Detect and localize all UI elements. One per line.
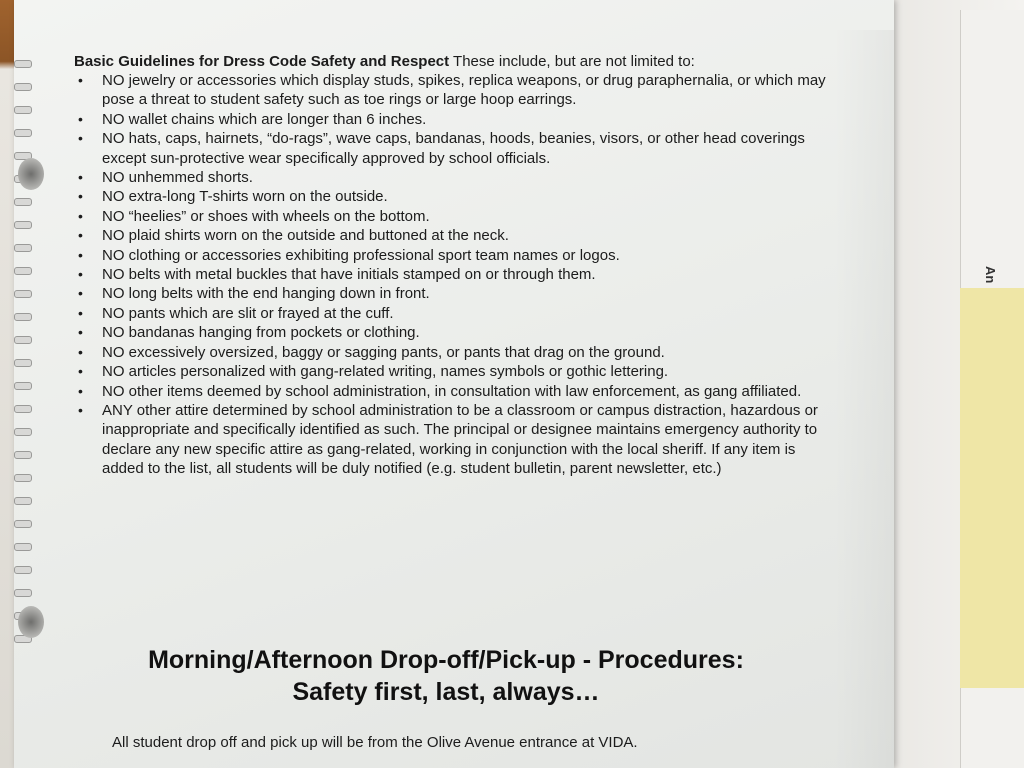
binder-ring <box>14 428 32 436</box>
binder-hole-bottom <box>18 606 44 638</box>
guideline-text: NO long belts with the end hanging down in front. <box>102 285 430 303</box>
guideline-text: ANY other attire determined by school administration to be a classroom or campus distraction, hazardous or inappropriate and specifically identified as such. The principal or designee maintains emergency authority to declare any new specific attire as gang-related, working in conjunction with the local sheriff. If any item is added to the list, all students will be duly notified (e.g. student bulletin, parent newsletter, etc.) <box>102 401 818 478</box>
guideline-item <box>78 382 834 401</box>
guideline-item <box>78 265 834 284</box>
binder-ring <box>14 267 32 275</box>
binder-ring <box>14 129 32 137</box>
side-tab-text: An <box>983 266 998 284</box>
bullet-icon: • <box>78 382 83 399</box>
bullet-icon: • <box>78 343 83 360</box>
guideline-text: NO belts with metal buckles that have initials stamped on or through them. <box>102 266 596 284</box>
binder-rings <box>14 60 34 660</box>
bullet-icon: • <box>78 363 83 380</box>
binder-ring <box>14 60 32 68</box>
guidelines-header <box>74 52 834 71</box>
procedures-heading <box>76 644 816 708</box>
bullet-icon: • <box>78 169 83 186</box>
guideline-text: NO wallet chains which are longer than 6 inches. <box>102 110 427 128</box>
guideline-item <box>78 401 834 479</box>
bullet-icon: • <box>78 266 83 283</box>
guideline-item <box>78 362 834 381</box>
guideline-text: NO plaid shirts worn on the outside and buttoned at the neck. <box>102 227 509 245</box>
guideline-text: NO “heelies” or shoes with wheels on the bottom. <box>102 207 430 225</box>
binder-ring <box>14 106 32 114</box>
bullet-icon: • <box>78 110 83 127</box>
bullet-icon: • <box>78 324 83 341</box>
guideline-text: NO bandanas hanging from pockets or clothing. <box>102 324 420 342</box>
guideline-item <box>78 71 834 110</box>
guideline-text: NO hats, caps, hairnets, “do-rags”, wave caps, bandanas, hoods, beanies, visors, or other head coverings except sun-protective wear specifically approved by school officials. <box>102 130 805 167</box>
guideline-item <box>78 226 834 245</box>
guideline-text: NO extra-long T-shirts worn on the outside. <box>102 188 388 206</box>
guidelines-list <box>74 71 834 479</box>
guideline-text: NO unhemmed shorts. <box>102 169 253 187</box>
procedures-heading-line1: Morning/Afternoon Drop-off/Pick-up - Procedures: <box>148 646 744 674</box>
bullet-icon: • <box>78 285 83 302</box>
binder-ring <box>14 589 32 597</box>
page-shadow <box>834 30 894 768</box>
guideline-text: NO jewelry or accessories which display studs, spikes, replica weapons, or drug paraphernalia, or which may pose a threat to student safety such as toe rings or large hoop earrings. <box>102 72 826 109</box>
binder-ring <box>14 313 32 321</box>
procedures-heading-line2: Safety first, last, always… <box>292 678 600 706</box>
guideline-item <box>78 207 834 226</box>
guideline-text: NO excessively oversized, baggy or sagging pants, or pants that drag on the ground. <box>102 343 665 361</box>
guideline-item <box>78 246 834 265</box>
guideline-item <box>78 284 834 303</box>
guidelines-section <box>74 52 834 479</box>
guideline-text: NO pants which are slit or frayed at the cuff. <box>102 304 394 322</box>
bullet-icon: • <box>78 401 83 418</box>
binder-ring <box>14 382 32 390</box>
guideline-item <box>78 110 834 129</box>
bullet-icon: • <box>78 227 83 244</box>
binder-ring <box>14 451 32 459</box>
binder-ring <box>14 543 32 551</box>
bullet-icon: • <box>78 207 83 224</box>
guidelines-intro: These include, but are not limited to: <box>453 53 695 70</box>
guideline-item <box>78 304 834 323</box>
binder-ring <box>14 290 32 298</box>
binder-ring <box>14 405 32 413</box>
binder-ring <box>14 221 32 229</box>
bullet-icon: • <box>78 130 83 147</box>
guideline-item <box>78 129 834 168</box>
guideline-item <box>78 168 834 187</box>
guideline-item <box>78 187 834 206</box>
bullet-icon: • <box>78 188 83 205</box>
bullet-icon: • <box>78 72 83 88</box>
binder-ring <box>14 359 32 367</box>
guideline-item <box>78 343 834 362</box>
dropoff-paragraph: All student drop off and pick up will be from the Olive Avenue entrance at VIDA. <box>112 734 638 751</box>
binder-ring <box>14 83 32 91</box>
binder-ring <box>14 198 32 206</box>
guideline-item <box>78 323 834 342</box>
binder-ring <box>14 566 32 574</box>
guideline-text: NO articles personalized with gang-related writing, names symbols or gothic lettering. <box>102 363 669 381</box>
binder-ring <box>14 474 32 482</box>
bullet-icon: • <box>78 246 83 263</box>
guideline-text: NO other items deemed by school administration, in consultation with law enforcement, as gang affiliated. <box>102 382 802 400</box>
guidelines-title: Basic Guidelines for Dress Code Safety and Respect <box>74 53 450 70</box>
binder-ring <box>14 497 32 505</box>
guideline-text: NO clothing or accessories exhibiting professional sport team names or logos. <box>102 246 620 264</box>
binder-ring <box>14 520 32 528</box>
binder-hole-top <box>18 158 44 190</box>
sticky-note <box>960 288 1024 688</box>
bullet-icon: • <box>78 304 83 321</box>
binder-ring <box>14 244 32 252</box>
binder-ring <box>14 336 32 344</box>
